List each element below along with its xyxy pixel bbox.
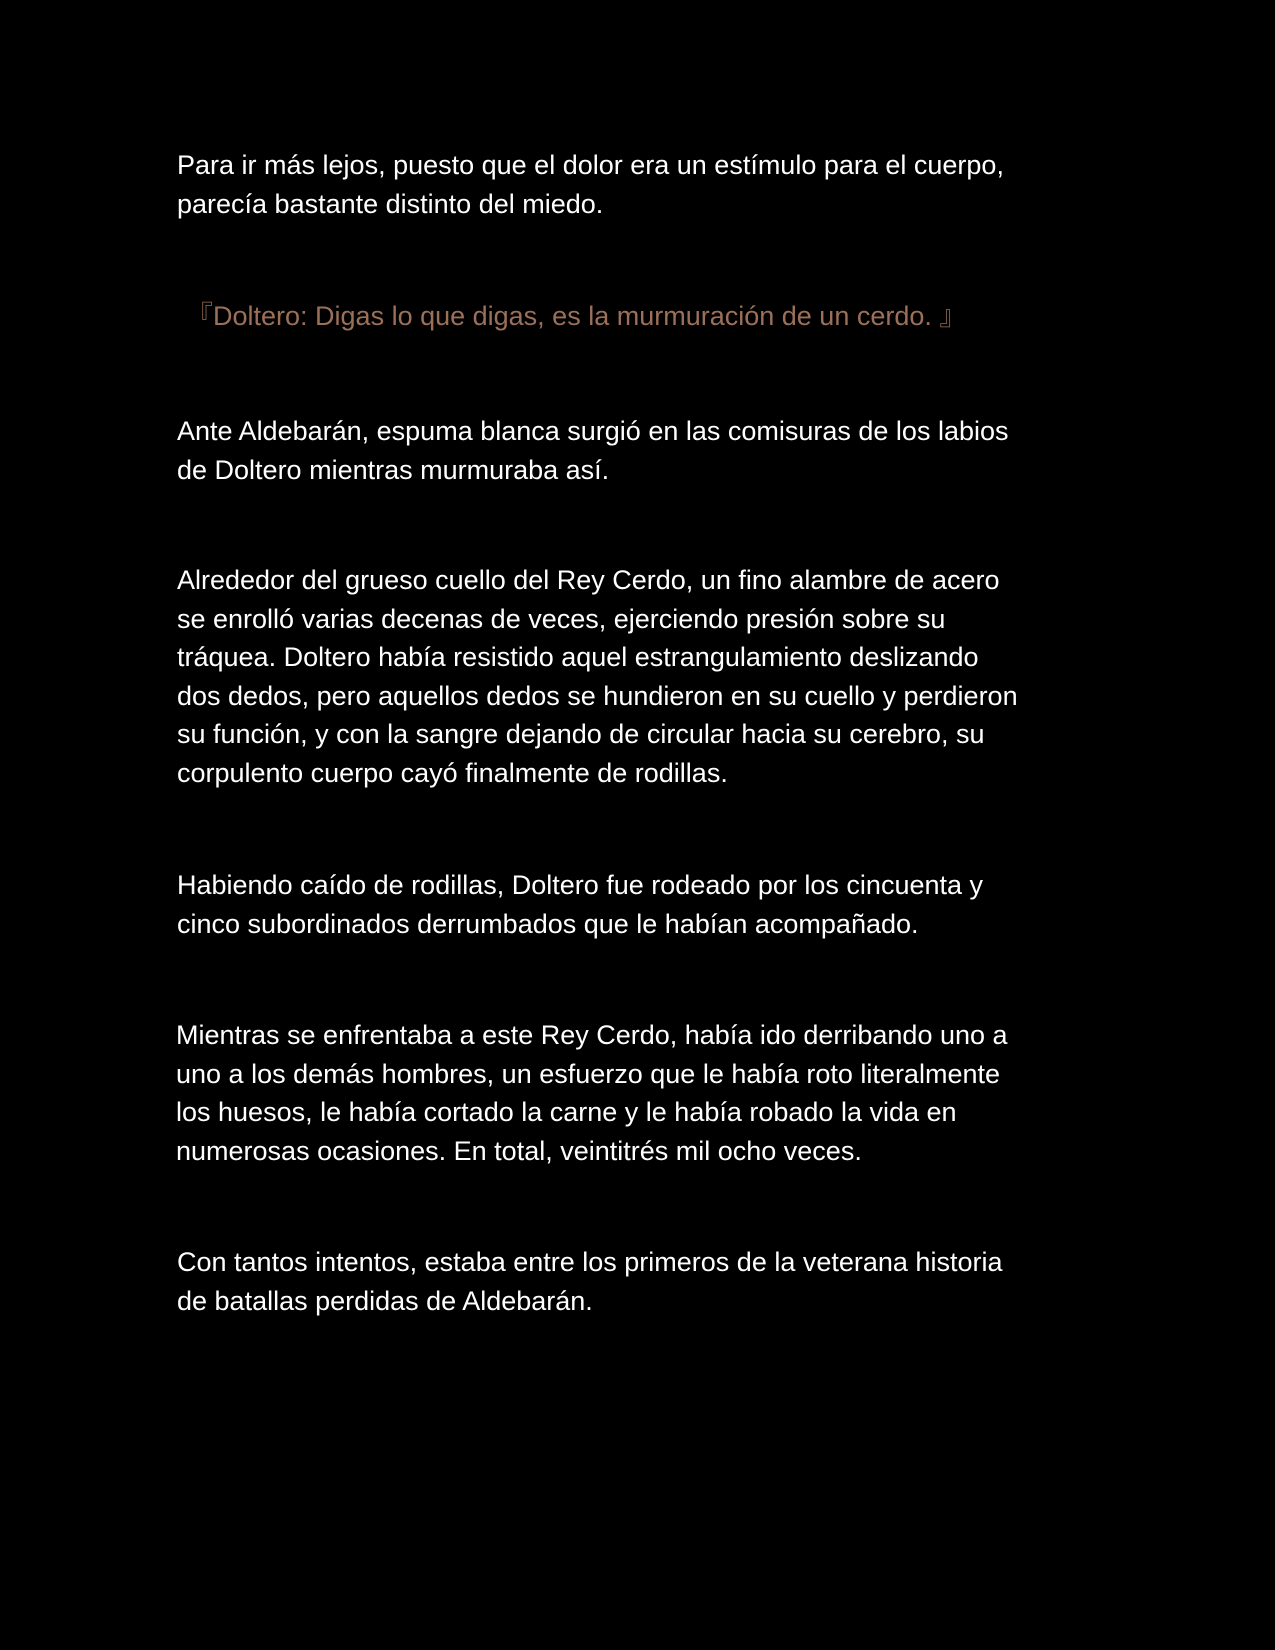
paragraph-line: Para ir más lejos, puesto que el dolor era un estímulo para el cuerpo, xyxy=(177,150,1004,180)
paragraph-line: numerosas ocasiones. En total, veintitrés mil ocho veces. xyxy=(176,1135,862,1166)
paragraph-3 xyxy=(177,561,1107,793)
paragraph-line: se enrolló varias decenas de veces, ejerciendo presión sobre su xyxy=(177,603,946,634)
paragraph-line: su función, y con la sangre dejando de circular hacia su cerebro, su xyxy=(177,719,985,750)
paragraph-5 xyxy=(176,1016,1106,1170)
paragraph-line: Alrededor del grueso cuello del Rey Cerdo, un fino alambre de acero xyxy=(177,565,1000,595)
paragraph-line: Ante Aldebarán, espuma blanca surgió en las comisuras de los labios xyxy=(177,416,1009,446)
dialogue-line: 『Doltero: Digas lo que digas, es la murmuración de un cerdo. 』 xyxy=(186,301,967,331)
paragraph-line: Mientras se enfrentaba a este Rey Cerdo, había ido derribando uno a xyxy=(176,1020,1008,1050)
paragraph-line: parecía bastante distinto del miedo. xyxy=(177,188,604,219)
paragraph-line: corpulento cuerpo cayó finalmente de rodillas. xyxy=(177,757,728,788)
paragraph-line: uno a los demás hombres, un esfuerzo que le había roto literalmente xyxy=(176,1058,1000,1089)
paragraph-line: de batallas perdidas de Aldebarán. xyxy=(177,1285,593,1316)
paragraph-4 xyxy=(177,866,1107,943)
paragraph-2 xyxy=(177,412,1107,489)
paragraph-line: Habiendo caído de rodillas, Doltero fue rodeado por los cincuenta y xyxy=(177,870,984,900)
paragraph-line: los huesos, le había cortado la carne y le había robado la vida en xyxy=(176,1097,957,1128)
paragraph-line: cinco subordinados derrumbados que le habían acompañado. xyxy=(177,908,919,939)
paragraph-line: tráquea. Doltero había resistido aquel estrangulamiento deslizando xyxy=(177,642,979,673)
paragraph-line: dos dedos, pero aquellos dedos se hundieron en su cuello y perdieron xyxy=(177,680,1018,711)
paragraph-1 xyxy=(177,146,1107,223)
paragraph-line: de Doltero mientras murmuraba así. xyxy=(177,454,610,485)
paragraph-line: Con tantos intentos, estaba entre los primeros de la veterana historia xyxy=(177,1247,1003,1277)
paragraph-6 xyxy=(177,1243,1107,1320)
